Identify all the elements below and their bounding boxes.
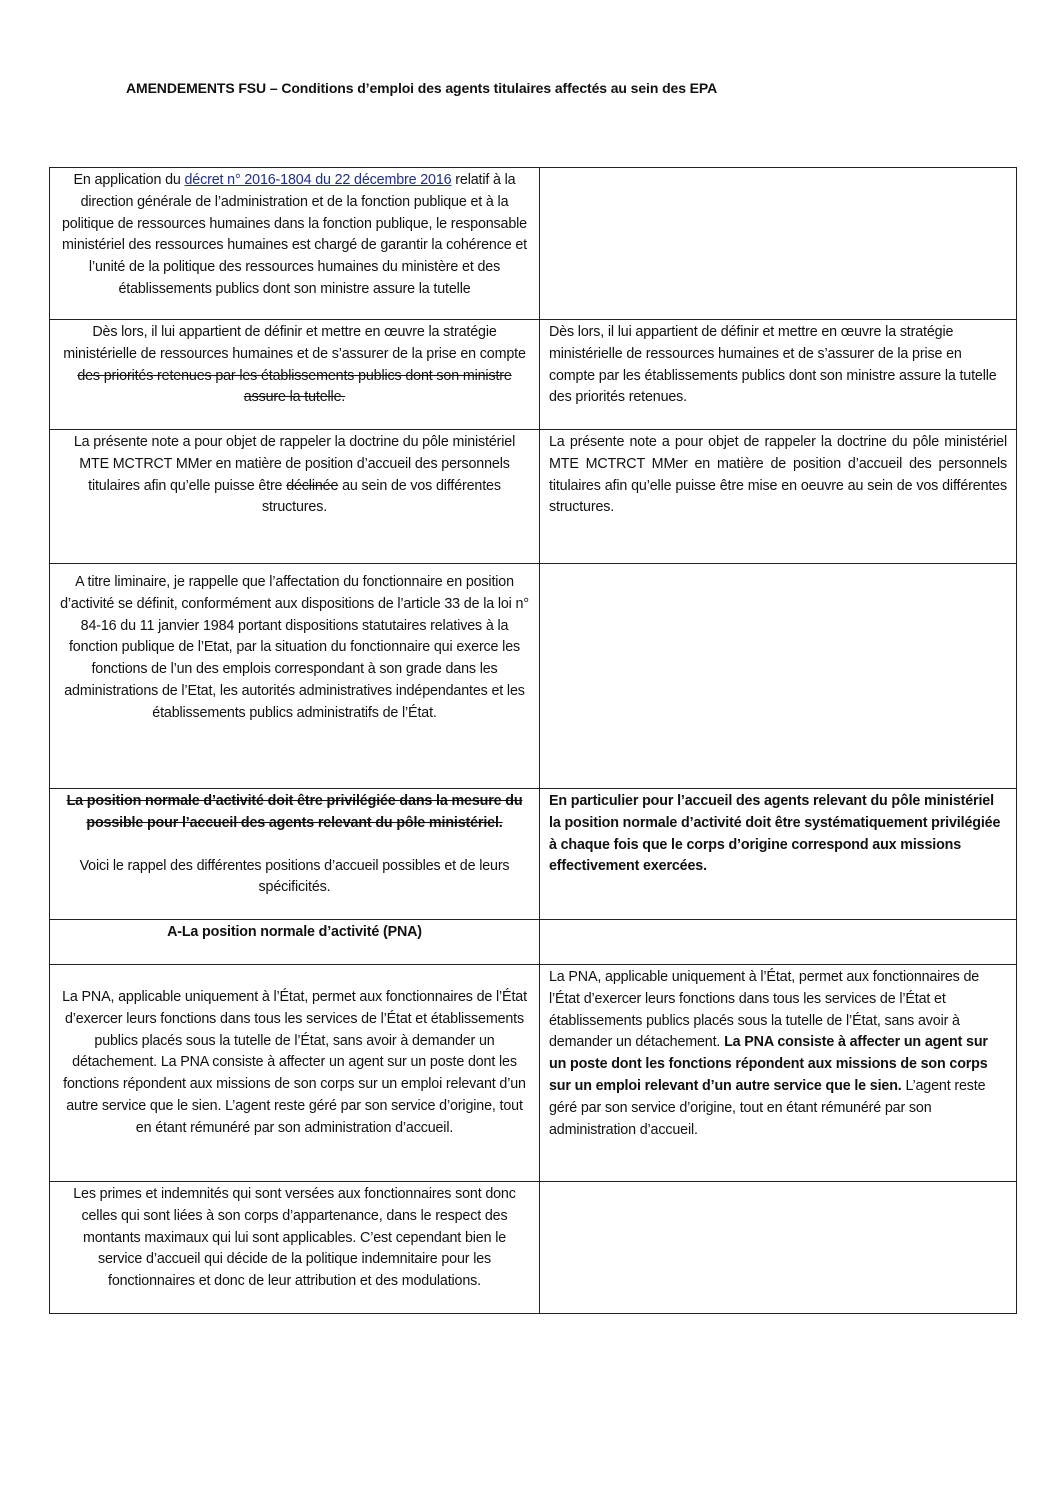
cell-text: Dès lors, il lui appartient de définir et mettre en œuvre la stratégie ministérielle de ressources humaines et de s’assurer de la prise en compte <box>63 324 526 362</box>
cell-text: La PNA, applicable uniquement à l’État, permet aux fonctionnaires de l’État d’exercer leurs fonctions dans tous les services de l’État et établissements publics placés sous la tutelle de l’État, sans avoir à demander un détachement. La PNA consiste à affecter un agent sur un poste dont les fonctions répondent aux missions de son corps sur un emploi relevant d’un autre service que le sien. L’agent reste géré par son service d’origine, tout en étant rémunéré par son administration d’accueil. <box>62 989 527 1136</box>
struck-text: déclinée <box>286 477 339 494</box>
cell-text: La présente note a pour objet de rappeler la doctrine du pôle ministériel MTE MCTRCT MMer en matière de position d’accueil des personnels titulaires afin qu’elle puisse être <box>73 434 516 494</box>
cell-text: A titre liminaire, je rappelle que l’affectation du fonctionnaire en position d’activité se définit, conformément aux dispositions de l’article 33 de la loi n° 84-16 du 11 janvier 1984 portant dispositions statutaires relatives à la fonction publique de l’Etat, par la situation du fonctionnaire qui exerce les fonctions de l’un des emplois correspondant à son grade dans les administrations de l’Etat, les autorités administratives indépendantes et les établissements publics administratifs de l’État. <box>60 574 529 721</box>
struck-bold-text: La position normale d’activité doit être privilégiée dans la mesure du possible pour l’accueil des agents relevant du pôle ministériel. <box>66 793 523 831</box>
amendment-cell <box>540 168 1017 320</box>
cell-text: Voici le rappel des différentes positions d’accueil possibles et de leurs spécificités. <box>79 857 510 896</box>
table-row <box>50 168 1017 320</box>
original-text-cell <box>50 430 540 564</box>
section-heading: A-La position normale d’activité (PNA) <box>167 924 422 940</box>
cell-text: au sein de vos différentes structures. <box>261 477 501 516</box>
table-row <box>50 1182 1017 1314</box>
original-text-cell <box>50 965 540 1182</box>
cell-text: La PNA, applicable uniquement à l’État, permet aux fonctionnaires de l’État d’exercer leurs fonctions dans tous les services de l’État et établissements publics placés sous la tutelle de l’État, sans avoir à demander un détachement. <box>549 969 980 1051</box>
amendment-cell <box>540 564 1017 789</box>
table-row <box>50 920 1017 965</box>
table-row <box>50 430 1017 564</box>
original-text-cell <box>50 168 540 320</box>
table-row <box>50 320 1017 430</box>
original-text-cell <box>50 1182 540 1314</box>
table-row <box>50 564 1017 789</box>
document-title: AMENDEMENTS FSU – Conditions d’emploi des agents titulaires affectés au sein des EPA <box>126 80 718 96</box>
table-row <box>50 789 1017 920</box>
amendment-cell <box>540 920 1017 965</box>
struck-text: des priorités retenues par les établissements publics dont son ministre assure la tutelle. <box>77 367 512 406</box>
original-text-cell <box>50 789 540 920</box>
bold-text: La PNA consiste à affecter un agent sur un poste dont les fonctions répondent aux missions de son corps sur un emploi relevant d’un autre service que le sien. <box>549 1034 988 1094</box>
original-text-cell <box>50 564 540 789</box>
section-heading-cell <box>50 920 540 965</box>
amendment-cell: Dès lors, il lui appartient de définir et mettre en œuvre la stratégie ministérielle de ressources humaines et de s’assurer de la prise en compte par les établissements publics dont son ministre assure la tutelle des priorités retenues. <box>540 320 1017 430</box>
cell-text: Les primes et indemnités qui sont versées aux fonctionnaires sont donc celles qui sont liées à son corps d’appartenance, dans le respect des montants maximaux qui lui sont applicables. C’est cependant bien le service d’accueil qui décide de la politique indemnitaire pour les fonctionnaires et donc de leur attribution et des modulations. <box>73 1186 516 1290</box>
table-row <box>50 965 1017 1182</box>
cell-text: En application du <box>73 172 185 188</box>
decree-link[interactable]: décret n° 2016-1804 du 22 décembre 2016 <box>184 172 452 188</box>
cell-text: relatif à la direction générale de l’administration et de la fonction publique et à la politique de ressources humaines dans la fonction publique, le responsable ministériel des ressources humaines est chargé de garantir la cohérence et l’unité de la politique des ressources humaines du ministère et des établissements publics dont son ministre assure la tutelle <box>62 172 527 297</box>
original-text-cell <box>50 320 540 430</box>
amendment-cell: En particulier pour l’accueil des agents relevant du pôle ministériel la position normale d’activité doit être systématiquement privilégiée à chaque fois que le corps d’origine correspond aux missions effectivement exercées. <box>540 789 1017 920</box>
paragraph-gap <box>59 835 530 856</box>
amendment-cell <box>540 1182 1017 1314</box>
cell-text: L’agent reste géré par son service d’origine, tout en étant rémunéré par son administration d’accueil. <box>549 1077 986 1138</box>
amendment-cell <box>540 965 1017 1182</box>
amendment-cell: La présente note a pour objet de rappeler la doctrine du pôle ministériel MTE MCTRCT MMer en matière de position d’accueil des personnels titulaires afin qu’elle puisse être mise en oeuvre au sein de vos différentes structures. <box>540 430 1017 564</box>
amendments-table <box>49 167 1017 1314</box>
